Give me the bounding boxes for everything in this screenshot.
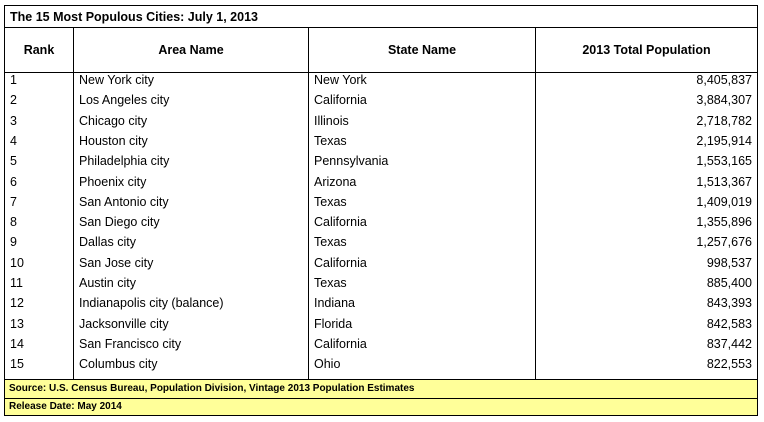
column-divider (308, 28, 309, 380)
cell-population: 2,195,914 (696, 133, 752, 148)
cell-population: 3,884,307 (696, 93, 752, 108)
cell-state-name: Florida (314, 316, 353, 331)
column-divider (535, 28, 536, 380)
cell-population: 842,583 (706, 316, 752, 331)
cell-population: 1,513,367 (696, 174, 752, 189)
column-divider (73, 28, 74, 380)
cell-state-name: Arizona (314, 174, 357, 189)
cell-area-name: San Antonio city (79, 194, 169, 209)
cell-rank: 8 (10, 215, 17, 230)
cell-area-name: Indianapolis city (balance) (79, 296, 224, 311)
release-date: Release Date: May 2014 (5, 399, 757, 415)
cell-rank: 2 (10, 93, 17, 108)
cell-population: 1,257,676 (696, 235, 752, 250)
header-total-population: 2013 Total Population (536, 28, 757, 73)
cell-state-name: California (314, 255, 367, 270)
header-state-name: State Name (309, 28, 535, 73)
cell-state-name: Texas (314, 194, 347, 209)
cell-rank: 9 (10, 235, 17, 250)
cell-state-name: Texas (314, 235, 347, 250)
cell-rank: 5 (10, 154, 17, 169)
cell-population: 822,553 (706, 357, 752, 372)
cell-rank: 10 (10, 255, 24, 270)
cell-population: 885,400 (706, 276, 752, 290)
cell-state-name: Ohio (314, 357, 341, 372)
cell-population: 8,405,837 (696, 73, 752, 87)
header-rank: Rank (5, 28, 73, 73)
cell-rank: 1 (10, 73, 17, 87)
cell-rank: 15 (10, 357, 24, 372)
cell-area-name: Columbus city (79, 357, 158, 372)
source-note: Source: U.S. Census Bureau, Population Division, Vintage 2013 Population Estimates (5, 379, 757, 399)
cell-area-name: San Jose city (79, 255, 154, 270)
table-title: The 15 Most Populous Cities: July 1, 2013 (5, 6, 757, 28)
cell-area-name: Jacksonville city (79, 316, 169, 331)
cell-population: 1,409,019 (696, 194, 752, 209)
cell-area-name: Dallas city (79, 235, 136, 250)
cell-rank: 4 (10, 133, 17, 148)
cell-state-name: Texas (314, 276, 347, 290)
cell-area-name: Austin city (79, 276, 136, 290)
cell-rank: 14 (10, 336, 24, 351)
cell-area-name: Los Angeles city (79, 93, 170, 108)
population-table (4, 5, 758, 416)
cell-state-name: Texas (314, 133, 347, 148)
cell-state-name: California (314, 93, 367, 108)
cell-area-name: Phoenix city (79, 174, 147, 189)
cell-area-name: Houston city (79, 133, 148, 148)
cell-rank: 3 (10, 113, 17, 128)
cell-state-name: California (314, 336, 367, 351)
cell-state-name: New York (314, 73, 367, 87)
cell-population: 998,537 (706, 255, 752, 270)
cell-rank: 6 (10, 174, 17, 189)
header-area-name: Area Name (74, 28, 308, 73)
cell-population: 837,442 (706, 336, 752, 351)
cell-state-name: Pennsylvania (314, 154, 389, 169)
cell-population: 843,393 (706, 296, 752, 311)
cell-rank: 11 (10, 276, 23, 290)
cell-population: 1,553,165 (696, 154, 752, 169)
cell-population: 1,355,896 (696, 215, 752, 230)
cell-rank: 12 (10, 296, 24, 311)
cell-area-name: Philadelphia city (79, 154, 170, 169)
cell-state-name: California (314, 215, 367, 230)
cell-population: 2,718,782 (696, 113, 752, 128)
cell-rank: 7 (10, 194, 17, 209)
cell-area-name: San Diego city (79, 215, 160, 230)
cell-area-name: San Francisco city (79, 336, 182, 351)
cell-area-name: Chicago city (79, 113, 148, 128)
cell-rank: 13 (10, 316, 24, 331)
cell-state-name: Indiana (314, 296, 356, 311)
cell-state-name: Illinois (314, 113, 349, 128)
cell-area-name: New York city (79, 73, 155, 87)
